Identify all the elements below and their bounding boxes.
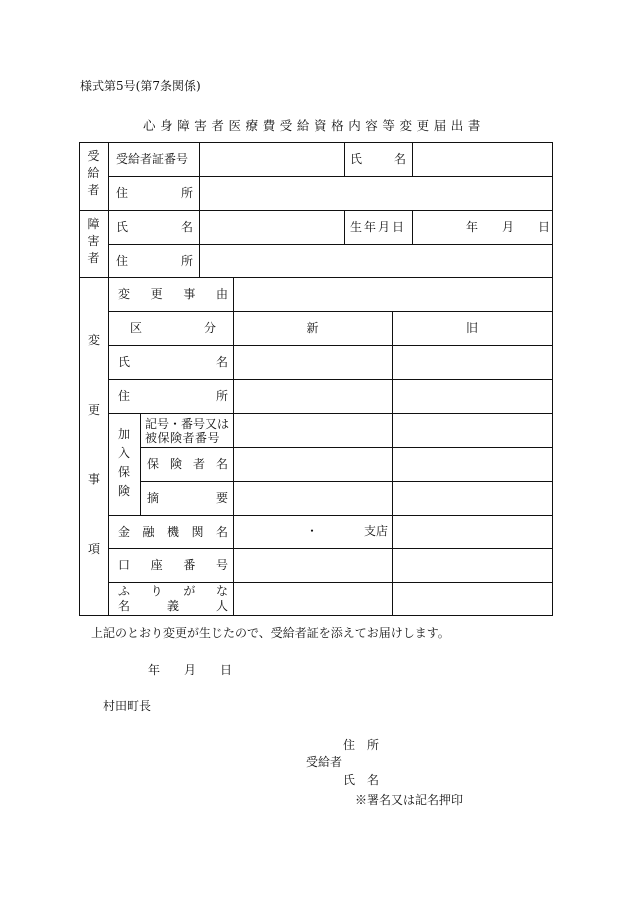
form-number: 様式第5号(第7条関係) — [80, 79, 201, 93]
submission-date-year-unit: 年 — [148, 663, 161, 677]
recipient-name-field[interactable] — [413, 143, 552, 176]
category-label: 区 分 — [130, 321, 216, 335]
account-holder-label: 名 義 人 — [118, 599, 228, 613]
submission-statement: 上記のとおり変更が生じたので、受給者証を添えてお届けします。 — [91, 626, 450, 640]
bank-name-label: 金 融 機 関 名 — [118, 524, 228, 539]
disabled-person-address-field[interactable] — [200, 245, 552, 277]
change-name-new-field[interactable] — [234, 346, 392, 379]
account-number-label: 口 座 番 号 — [118, 558, 228, 572]
birthdate-year-unit: 年 — [466, 220, 479, 234]
disabled-person-group-label: 障 害 者 — [87, 217, 100, 265]
disabled-person-name-label: 氏 名 — [116, 220, 193, 234]
change-reason-label: 変 更 事 由 — [118, 287, 228, 301]
changes-group-label-2: 更 — [88, 403, 101, 417]
birthdate-label: 生年月日 — [350, 220, 407, 234]
applicant-label: 受給者 — [306, 755, 343, 769]
bank-separator-dot: ・ — [306, 524, 319, 538]
old-column-header: 旧 — [465, 321, 478, 335]
addressee: 村田町長 — [103, 699, 152, 713]
changes-group-label-1: 変 — [88, 333, 101, 347]
change-reason-field[interactable] — [234, 278, 552, 311]
seal-note: ※署名又は記名押印 — [355, 793, 464, 807]
applicant-address-label: 住 所 — [343, 738, 380, 752]
remarks-label: 摘 要 — [147, 491, 228, 505]
account-number-new-field[interactable] — [234, 549, 392, 582]
changes-group-label-4: 項 — [88, 542, 101, 556]
insured-number-old-field[interactable] — [393, 414, 552, 447]
insured-number-new-field[interactable] — [234, 414, 392, 447]
insurer-name-new-field[interactable] — [234, 448, 392, 481]
insurance-group-label: 加 入 保 険 — [117, 427, 130, 498]
change-name-label: 氏 名 — [118, 355, 228, 369]
insurer-name-old-field[interactable] — [393, 448, 552, 481]
applicant-name-label: 氏 名 — [343, 773, 380, 787]
changes-group-label-3: 事 — [88, 472, 101, 486]
insured-number-label: 記号・番号又は 被保険者番号 — [145, 417, 230, 445]
birthdate-field[interactable] — [413, 211, 552, 244]
remarks-old-field[interactable] — [393, 482, 552, 515]
furigana-label: ふ り が な — [118, 584, 228, 598]
recipient-id-field[interactable] — [200, 143, 344, 176]
remarks-new-field[interactable] — [234, 482, 392, 515]
change-name-old-field[interactable] — [393, 346, 552, 379]
recipient-address-field[interactable] — [200, 177, 552, 210]
recipient-id-label: 受給者証番号 — [116, 152, 189, 166]
recipient-name-label: 氏 名 — [350, 152, 406, 166]
bank-name-old-field[interactable] — [393, 516, 552, 548]
change-address-new-field[interactable] — [234, 380, 392, 413]
account-holder-old-field[interactable] — [393, 583, 552, 615]
change-address-old-field[interactable] — [393, 380, 552, 413]
recipient-group-label: 受 給 者 — [87, 149, 100, 197]
account-number-old-field[interactable] — [393, 549, 552, 582]
bank-branch-suffix: 支店 — [364, 524, 389, 538]
birthdate-month-unit: 月 — [502, 220, 515, 234]
change-address-label: 住 所 — [118, 389, 228, 403]
form-title: 心身障害者医療費受給資格内容等変更届出書 — [143, 118, 486, 133]
recipient-address-label: 住 所 — [116, 186, 193, 200]
account-holder-new-field[interactable] — [234, 583, 392, 615]
disabled-person-address-label: 住 所 — [116, 253, 193, 268]
disabled-person-name-field[interactable] — [200, 211, 344, 244]
submission-date-month-unit: 月 — [184, 663, 197, 677]
submission-date-day-unit: 日 — [220, 663, 233, 677]
birthdate-day-unit: 日 — [538, 220, 551, 234]
insurer-name-label: 保 険 者 名 — [147, 457, 228, 471]
new-column-header: 新 — [306, 321, 319, 335]
